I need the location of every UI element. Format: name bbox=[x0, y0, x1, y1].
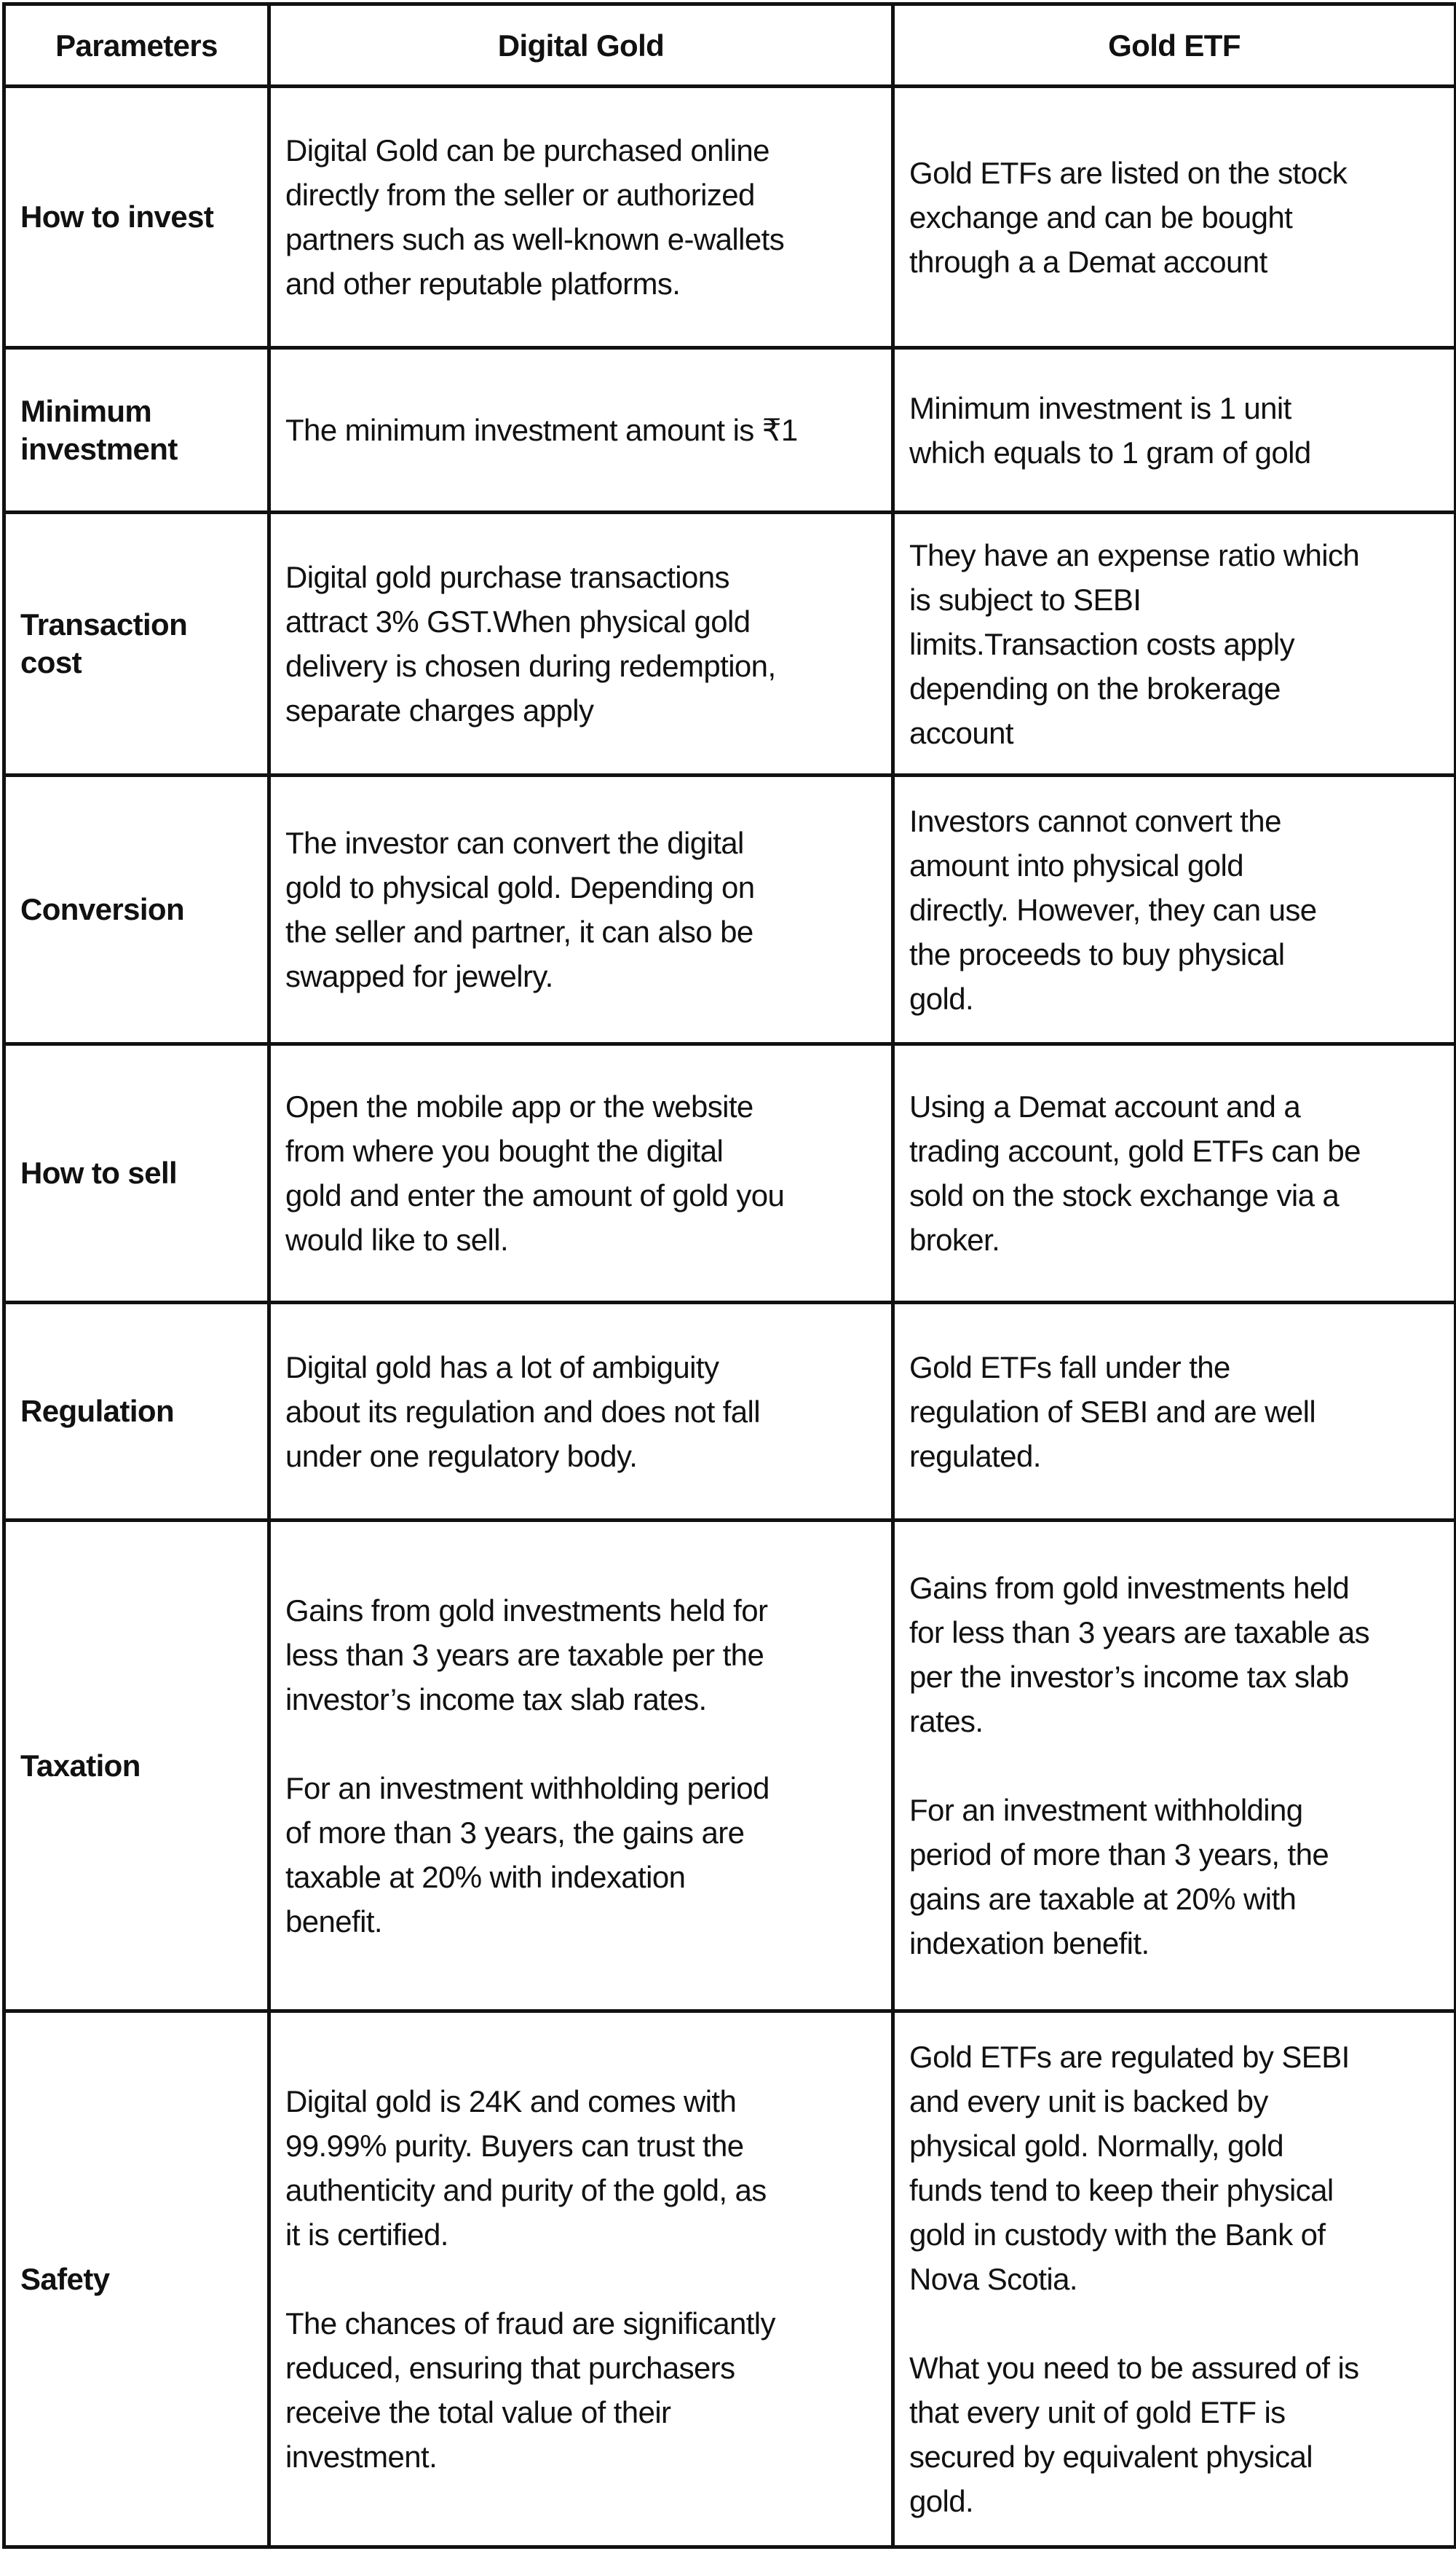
digital-gold-cell: Gains from gold investments held for less than 3 years are taxable per the investor’s income tax slab rates. For an investment withholding period of more than 3 years, the gains are taxable at 20% with indexation benefit. bbox=[269, 1521, 893, 2011]
gold-etf-cell: They have an expense ratio which is subject to SEBI limits.Transaction costs apply depending on the brokerage account bbox=[893, 513, 1456, 776]
digital-gold-cell: Digital gold is 24K and comes with 99.99% purity. Buyers can trust the authenticity and purity of the gold, as it is certified. The chances of fraud are significantly reduced, ensuring that purchasers receive the total value of their investment. bbox=[269, 2011, 893, 2547]
row-parameter: Safety bbox=[4, 2011, 269, 2547]
row-parameter: How to invest bbox=[4, 87, 269, 348]
digital-gold-cell: Digital Gold can be purchased online directly from the seller or authorized partners such as well-known e-wallets and other reputable platforms. bbox=[269, 87, 893, 348]
table-row bbox=[4, 348, 1456, 513]
gold-etf-cell: Gold ETFs are listed on the stock exchange and can be bought through a a Demat account bbox=[893, 87, 1456, 348]
gold-etf-cell: Minimum investment is 1 unit which equals to 1 gram of gold bbox=[893, 348, 1456, 513]
table-row bbox=[4, 776, 1456, 1044]
row-parameter: Taxation bbox=[4, 1521, 269, 2011]
gold-etf-cell: Investors cannot convert the amount into physical gold directly. However, they can use the proceeds to buy physical gold. bbox=[893, 776, 1456, 1044]
comparison-table bbox=[2, 2, 1456, 2549]
header-row bbox=[4, 4, 1456, 87]
row-parameter: Transaction cost bbox=[4, 513, 269, 776]
row-parameter: Regulation bbox=[4, 1303, 269, 1521]
header-gold-etf: Gold ETF bbox=[893, 4, 1456, 87]
table-row bbox=[4, 513, 1456, 776]
digital-gold-cell: Digital gold purchase transactions attract 3% GST.When physical gold delivery is chosen during redemption, separate charges apply bbox=[269, 513, 893, 776]
table-row bbox=[4, 2011, 1456, 2547]
digital-gold-cell: Digital gold has a lot of ambiguity about its regulation and does not fall under one regulatory body. bbox=[269, 1303, 893, 1521]
digital-gold-cell: The investor can convert the digital gold to physical gold. Depending on the seller and partner, it can also be swapped for jewelry. bbox=[269, 776, 893, 1044]
table-row bbox=[4, 1044, 1456, 1303]
row-parameter: How to sell bbox=[4, 1044, 269, 1303]
digital-gold-cell: The minimum investment amount is ₹1 bbox=[269, 348, 893, 513]
row-parameter: Minimum investment bbox=[4, 348, 269, 513]
table-row bbox=[4, 1303, 1456, 1521]
header-digital-gold: Digital Gold bbox=[269, 4, 893, 87]
gold-etf-cell: Gold ETFs fall under the regulation of SEBI and are well regulated. bbox=[893, 1303, 1456, 1521]
gold-etf-cell: Gold ETFs are regulated by SEBI and every unit is backed by physical gold. Normally, gold funds tend to keep their physical gold in custody with the Bank of Nova Scotia. What you need to be assured of is that every unit of gold ETF is secured by equivalent physical gold. bbox=[893, 2011, 1456, 2547]
digital-gold-cell: Open the mobile app or the website from where you bought the digital gold and enter the amount of gold you would like to sell. bbox=[269, 1044, 893, 1303]
table-row bbox=[4, 87, 1456, 348]
gold-etf-cell: Gains from gold investments held for less than 3 years are taxable as per the investor’s income tax slab rates. For an investment withholding period of more than 3 years, the gains are taxable at 20% with indexation benefit. bbox=[893, 1521, 1456, 2011]
header-parameters: Parameters bbox=[4, 4, 269, 87]
row-parameter: Conversion bbox=[4, 776, 269, 1044]
gold-etf-cell: Using a Demat account and a trading account, gold ETFs can be sold on the stock exchange via a broker. bbox=[893, 1044, 1456, 1303]
table-row bbox=[4, 1521, 1456, 2011]
